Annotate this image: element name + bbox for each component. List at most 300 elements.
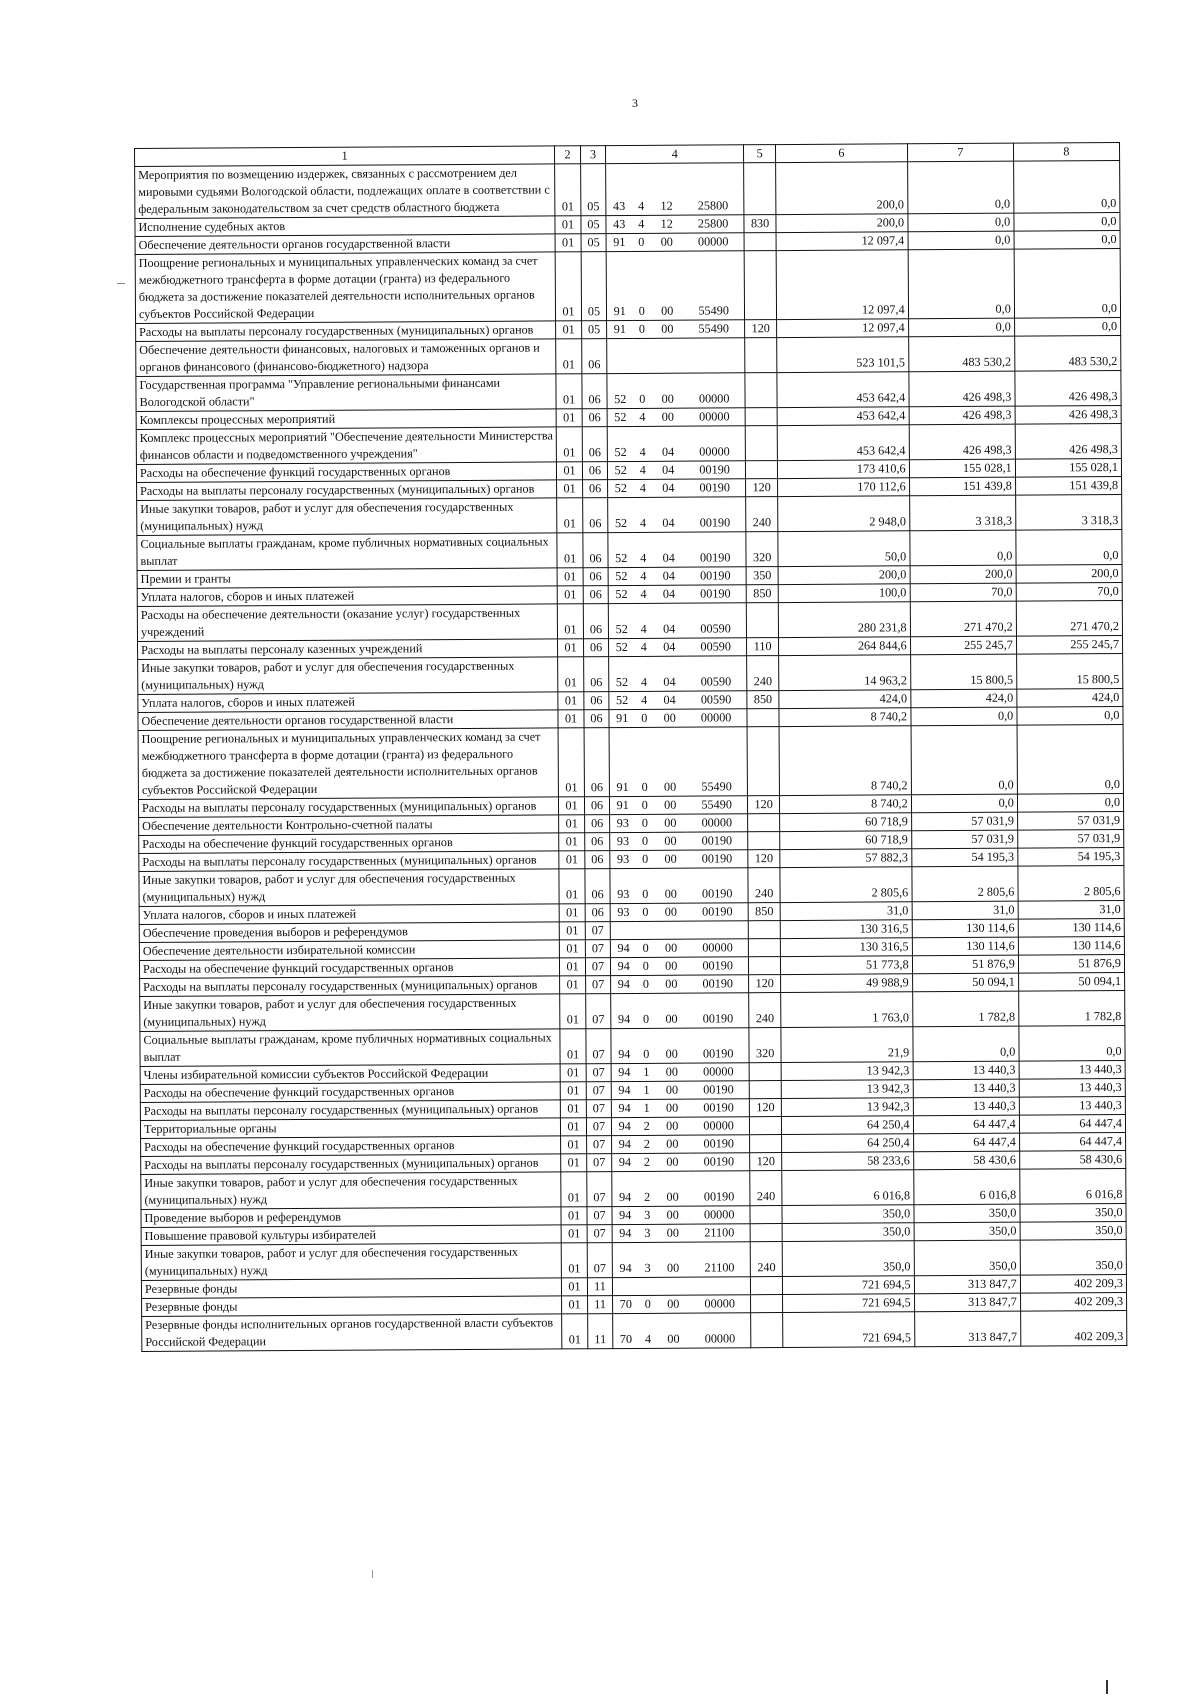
row-amount-col7: 13 440,3 <box>913 1061 1019 1080</box>
row-target-direction: 00190 <box>684 532 746 567</box>
row-section: 01 <box>558 710 584 728</box>
row-subsection: 07 <box>585 940 611 958</box>
row-expense-type <box>749 1063 781 1081</box>
row-section: 01 <box>558 604 584 639</box>
row-amount-col7: 13 440,3 <box>913 1097 1019 1116</box>
row-target-measure: 04 <box>653 532 685 567</box>
row-amount-col6: 14 963,2 <box>779 655 911 691</box>
row-target-direction: 00190 <box>685 567 747 585</box>
row-amount-col6: 2 805,6 <box>780 867 912 903</box>
row-target-direction: 00000 <box>687 939 749 957</box>
row-amount-col6: 453 642,4 <box>777 407 909 426</box>
row-amount-col7: 0,0 <box>911 794 1017 813</box>
row-amount-col6: 8 740,2 <box>779 726 911 796</box>
row-amount-col6: 721 694,5 <box>783 1312 915 1348</box>
row-amount-col8: 350,0 <box>1020 1221 1126 1240</box>
row-target-program: 94 <box>612 1117 638 1135</box>
row-subsection: 06 <box>582 409 608 427</box>
row-subsection: 07 <box>586 1029 612 1064</box>
row-target-direction: 55490 <box>686 796 748 814</box>
row-expense-type <box>746 603 778 638</box>
row-amount-col6: 50,0 <box>778 531 910 567</box>
row-target-subprogram: 0 <box>633 373 652 408</box>
row-subsection: 06 <box>584 815 610 833</box>
row-expense-type <box>749 1081 781 1099</box>
row-expense-type <box>745 338 777 373</box>
row-target-direction: 00000 <box>689 1206 751 1224</box>
row-target-direction: 00000 <box>689 1313 751 1348</box>
row-target-program: 52 <box>609 656 635 691</box>
row-expense-type <box>745 426 777 461</box>
row-target-subprogram: 3 <box>638 1224 657 1242</box>
row-section: 01 <box>562 1278 588 1296</box>
row-amount-col7: 426 498,3 <box>909 371 1015 407</box>
row-amount-col8: 0,0 <box>1016 529 1122 565</box>
row-section: 01 <box>561 1172 587 1207</box>
row-amount-col7: 57 031,9 <box>911 830 1017 849</box>
row-target-program: 94 <box>612 1135 638 1153</box>
row-amount-col6: 13 942,3 <box>781 1062 913 1081</box>
row-target-measure: 00 <box>657 1242 689 1277</box>
row-name: Расходы на выплаты персоналу государственных (муниципальных) органов <box>140 976 560 997</box>
row-target-direction: 00190 <box>685 585 747 603</box>
row-section: 01 <box>557 533 583 568</box>
row-target-direction: 00190 <box>688 1153 750 1171</box>
row-target-program: 94 <box>612 1099 638 1117</box>
row-name: Комплекс процессных мероприятий "Обеспечение деятельности Министерства финансов области и подведомственного учреждения" <box>136 427 557 465</box>
header-col-1: 1 <box>135 146 555 167</box>
row-expense-type <box>744 251 776 320</box>
row-target-subprogram: 0 <box>635 814 654 832</box>
row-section: 01 <box>557 462 583 480</box>
header-col-6: 6 <box>776 144 908 163</box>
header-col-3: 3 <box>580 146 606 164</box>
row-target-measure: 00 <box>656 1028 688 1063</box>
row-subsection: 06 <box>583 657 609 692</box>
row-amount-col7: 50 094,1 <box>912 973 1018 992</box>
row-target-program: 52 <box>608 585 634 603</box>
row-target-subprogram: 4 <box>635 691 654 709</box>
row-amount-col6: 424,0 <box>779 690 911 709</box>
row-amount-col7: 130 114,6 <box>912 937 1018 956</box>
row-target-program: 94 <box>612 1224 638 1242</box>
table-row <box>138 653 1123 694</box>
row-subsection: 07 <box>586 1136 612 1154</box>
row-amount-col8: 200,0 <box>1016 564 1122 583</box>
row-amount-col6: 200,0 <box>776 214 908 233</box>
row-expense-type <box>744 233 776 251</box>
row-target-subprogram: 4 <box>633 408 652 426</box>
row-name: Расходы на обеспечение функций государственных органов <box>136 462 556 483</box>
row-section: 01 <box>562 1296 588 1314</box>
row-expense-type <box>750 1224 782 1242</box>
row-amount-col7: 1 782,8 <box>912 991 1018 1027</box>
row-target-subprogram: 0 <box>636 868 655 903</box>
row-name: Иные закупки товаров, работ и услуг для обеспечения государственных (муниципальных) нужд <box>140 994 561 1032</box>
header-col-8: 8 <box>1013 142 1119 161</box>
row-target-program: 94 <box>612 1153 638 1171</box>
row-target-measure: 00 <box>651 320 683 338</box>
row-target-subprogram: 0 <box>635 727 655 796</box>
row-expense-type: 240 <box>750 1171 782 1206</box>
row-target-measure: 00 <box>656 1153 688 1171</box>
row-target-program: 52 <box>607 373 633 408</box>
row-target-measure: 00 <box>656 1117 688 1135</box>
row-target-program: 94 <box>611 1063 637 1081</box>
row-target-program: 93 <box>610 903 636 921</box>
row-name: Расходы на обеспечение функций государственных органов <box>139 958 559 979</box>
row-target-program: 94 <box>611 1028 637 1063</box>
row-target-subprogram: 3 <box>638 1206 657 1224</box>
row-subsection: 07 <box>585 976 611 994</box>
row-target-measure: 04 <box>653 656 685 691</box>
row-amount-col8: 151 439,8 <box>1015 476 1121 495</box>
row-target-program <box>613 1277 639 1295</box>
row-amount-col7: 350,0 <box>914 1204 1020 1223</box>
row-name: Резервные фонды исполнительных органов государственной власти субъектов Российской Федерации <box>142 1314 563 1352</box>
row-amount-col8: 31,0 <box>1018 900 1124 919</box>
row-target-subprogram: 4 <box>632 215 651 233</box>
row-amount-col7: 0,0 <box>908 213 1014 232</box>
row-target-measure: 00 <box>655 868 687 903</box>
row-target-measure: 00 <box>655 903 687 921</box>
row-target-measure: 04 <box>652 461 684 479</box>
row-section: 01 <box>561 1100 587 1118</box>
row-target-direction: 00190 <box>688 1099 750 1117</box>
row-amount-col7: 2 805,6 <box>912 866 1018 902</box>
row-amount-col7: 64 447,4 <box>913 1133 1019 1152</box>
row-target-direction: 55490 <box>683 251 745 320</box>
row-target-measure: 00 <box>657 1171 689 1206</box>
row-amount-col8: 0,0 <box>1014 248 1121 318</box>
row-amount-col8: 350,0 <box>1020 1239 1126 1275</box>
row-target-program: 70 <box>613 1295 639 1313</box>
row-name: Проведение выборов и референдумов <box>141 1207 561 1228</box>
row-target-measure: 00 <box>655 975 687 993</box>
row-target-measure: 00 <box>651 233 683 251</box>
row-target-measure: 00 <box>654 832 686 850</box>
row-name: Иные закупки товаров, работ и услуг для обеспечения государственных (муниципальных) нужд <box>138 657 559 695</box>
row-target-measure: 12 <box>651 215 683 233</box>
row-target-measure: 12 <box>650 163 682 215</box>
row-target-subprogram: 4 <box>634 638 653 656</box>
row-amount-col6: 1 763,0 <box>781 992 913 1028</box>
row-amount-col6: 60 718,9 <box>780 831 912 850</box>
row-amount-col8: 2 805,6 <box>1018 865 1124 901</box>
row-amount-col7: 0,0 <box>908 249 1015 319</box>
row-amount-col6: 8 740,2 <box>779 708 911 727</box>
row-target-program: 93 <box>610 868 636 903</box>
row-subsection: 06 <box>582 480 608 498</box>
row-section: 01 <box>555 164 581 216</box>
row-amount-col6: 173 410,6 <box>777 460 909 479</box>
row-name: Расходы на выплаты персоналу государственных (муниципальных) органов <box>136 321 556 342</box>
row-target-measure: 00 <box>652 373 684 408</box>
row-amount-col8: 54 195,3 <box>1018 847 1124 866</box>
row-amount-col6: 64 250,4 <box>781 1116 913 1135</box>
row-section: 01 <box>557 498 583 533</box>
row-amount-col8: 130 114,6 <box>1018 918 1124 937</box>
row-target-direction: 00000 <box>689 1295 751 1313</box>
row-section: 01 <box>560 940 586 958</box>
row-expense-type <box>751 1313 783 1348</box>
row-target-program: 91 <box>610 796 636 814</box>
row-expense-type <box>744 163 776 215</box>
row-name: Иные закупки товаров, работ и услуг для обеспечения государственных (муниципальных) нужд <box>139 869 560 907</box>
row-target-program: 52 <box>609 691 635 709</box>
row-expense-type: 320 <box>749 1028 781 1063</box>
row-amount-col8: 50 094,1 <box>1018 972 1124 991</box>
row-target-direction: 00000 <box>684 373 746 408</box>
row-target-measure: 04 <box>653 567 685 585</box>
row-target-subprogram: 4 <box>634 567 653 585</box>
row-target-subprogram: 4 <box>638 1313 657 1348</box>
row-name: Обеспечение деятельности избирательной комиссии <box>139 940 559 961</box>
row-target-direction: 25800 <box>682 163 744 215</box>
row-target-measure: 04 <box>652 479 684 497</box>
row-amount-col7: 426 498,3 <box>909 406 1015 425</box>
table-row <box>138 724 1123 799</box>
row-amount-col7: 15 800,5 <box>910 654 1016 690</box>
row-amount-col7: 255 245,7 <box>910 636 1016 655</box>
row-amount-col6: 453 642,4 <box>777 372 909 408</box>
row-target-program: 91 <box>609 709 635 727</box>
row-section: 01 <box>560 1064 586 1082</box>
row-target-subprogram: 1 <box>637 1063 656 1081</box>
row-target-program: 52 <box>609 603 635 638</box>
row-name: Иные закупки товаров, работ и услуг для обеспечения государственных (муниципальных) нужд <box>141 1243 562 1281</box>
row-amount-col7: 58 430,6 <box>913 1151 1019 1170</box>
row-target-program: 52 <box>608 497 634 532</box>
row-target-measure: 00 <box>656 1135 688 1153</box>
row-target-measure: 04 <box>653 638 685 656</box>
row-amount-col6: 170 112,6 <box>778 478 910 497</box>
row-target-program: 94 <box>612 1206 638 1224</box>
row-section: 01 <box>559 904 585 922</box>
table-row <box>137 494 1122 535</box>
row-subsection: 06 <box>585 851 611 869</box>
row-target-program: 94 <box>611 939 637 957</box>
row-expense-type: 120 <box>750 1153 782 1171</box>
row-expense-type: 830 <box>744 215 776 233</box>
row-amount-col7: 313 847,7 <box>914 1275 1020 1294</box>
row-amount-col6: 100,0 <box>778 584 910 603</box>
row-section: 01 <box>561 1154 587 1172</box>
row-target-direction: 55490 <box>686 727 748 796</box>
header-col-5: 5 <box>744 145 776 163</box>
row-target-direction: 00190 <box>688 1081 750 1099</box>
row-amount-col7: 313 847,7 <box>914 1293 1020 1312</box>
row-section: 01 <box>562 1314 588 1349</box>
row-section: 01 <box>561 1243 587 1278</box>
row-name: Расходы на выплаты персоналу государственных (муниципальных) органов <box>141 1154 561 1175</box>
row-section: 01 <box>560 994 586 1029</box>
row-section: 01 <box>558 639 584 657</box>
row-amount-col6: 200,0 <box>776 162 908 215</box>
row-name: Социальные выплаты гражданам, кроме публичных нормативных социальных выплат <box>140 1029 561 1067</box>
row-expense-type <box>745 373 777 408</box>
row-amount-col7: 151 439,8 <box>909 477 1015 496</box>
row-target-program: 94 <box>611 975 637 993</box>
row-expense-type: 350 <box>746 567 778 585</box>
row-amount-col6: 130 316,5 <box>780 938 912 957</box>
row-amount-col6: 200,0 <box>778 566 910 585</box>
row-amount-col7: 57 031,9 <box>911 812 1017 831</box>
row-amount-col7: 64 447,4 <box>913 1115 1019 1134</box>
row-expense-type <box>746 461 778 479</box>
row-name: Обеспечение деятельности органов государственной власти <box>135 234 555 255</box>
row-amount-col6: 12 097,4 <box>776 250 908 320</box>
row-target-direction: 00000 <box>683 233 745 251</box>
row-target-subprogram: 0 <box>635 832 654 850</box>
row-target-direction: 00000 <box>688 1117 750 1135</box>
row-subsection: 05 <box>580 164 606 216</box>
row-expense-type: 120 <box>750 1099 782 1117</box>
row-target-measure: 00 <box>655 939 687 957</box>
row-target-measure: 00 <box>657 1206 689 1224</box>
row-target-program: 93 <box>610 832 636 850</box>
row-expense-type <box>748 832 780 850</box>
row-amount-col8: 271 470,2 <box>1016 600 1122 636</box>
row-expense-type: 110 <box>747 638 779 656</box>
table-row <box>139 865 1124 906</box>
row-expense-type: 120 <box>746 479 778 497</box>
row-name: Социальные выплаты гражданам, кроме публичных нормативных социальных выплат <box>137 533 558 571</box>
row-subsection: 11 <box>587 1296 613 1314</box>
row-amount-col8: 424,0 <box>1017 688 1123 707</box>
row-target-direction: 00190 <box>687 993 749 1028</box>
row-target-direction: 00190 <box>687 975 749 993</box>
row-target-subprogram: 4 <box>633 497 652 532</box>
row-name: Повышение правовой культуры избирателей <box>141 1225 561 1246</box>
row-section: 01 <box>555 216 581 234</box>
table-row <box>136 335 1121 376</box>
row-amount-col8: 402 209,3 <box>1020 1292 1126 1311</box>
row-amount-col8: 255 245,7 <box>1016 635 1122 654</box>
row-amount-col8: 426 498,3 <box>1015 405 1121 424</box>
row-name: Расходы на выплаты персоналу государственных (муниципальных) органов <box>138 797 558 818</box>
row-expense-type <box>748 814 780 832</box>
row-target-direction: 00190 <box>687 903 749 921</box>
row-name: Поощрение региональных и муниципальных управленческих команд за счет межбюджетного трансферта в форме дотации (гранта) из федерального бюджета за достижение показателей деятельности исполнительных органов субъектов Российской Федерации <box>135 252 556 324</box>
row-subsection: 07 <box>586 1118 612 1136</box>
row-target-program: 52 <box>607 408 633 426</box>
row-target-subprogram <box>636 921 655 939</box>
row-amount-col7: 426 498,3 <box>909 424 1015 460</box>
row-subsection: 07 <box>586 1082 612 1100</box>
row-name: Обеспечение проведения выборов и референдумов <box>139 922 559 943</box>
row-subsection: 07 <box>587 1243 613 1278</box>
row-amount-col7: 13 440,3 <box>913 1079 1019 1098</box>
row-amount-col8: 64 447,4 <box>1019 1132 1125 1151</box>
row-section: 01 <box>557 480 583 498</box>
row-amount-col7: 0,0 <box>907 161 1013 214</box>
row-section: 01 <box>557 586 583 604</box>
row-name: Иные закупки товаров, работ и услуг для обеспечения государственных (муниципальных) нужд <box>141 1172 562 1210</box>
row-name: Резервные фонды <box>142 1296 562 1317</box>
row-subsection: 06 <box>584 728 610 797</box>
row-expense-type <box>751 1277 783 1295</box>
row-target-program: 94 <box>612 1171 638 1206</box>
row-target-subprogram: 1 <box>637 1099 656 1117</box>
row-amount-col8: 0,0 <box>1014 317 1120 336</box>
row-target-subprogram: 0 <box>637 1028 656 1063</box>
table-row <box>135 248 1120 323</box>
header-col-2: 2 <box>555 146 581 164</box>
row-amount-col8: 155 028,1 <box>1015 458 1121 477</box>
row-name: Резервные фонды <box>141 1278 561 1299</box>
row-target-subprogram: 2 <box>637 1153 656 1171</box>
row-section: 01 <box>559 869 585 904</box>
row-section: 01 <box>558 692 584 710</box>
row-target-direction: 00190 <box>684 479 746 497</box>
row-target-measure: 00 <box>657 1313 689 1348</box>
row-expense-type <box>749 957 781 975</box>
row-target-program: 43 <box>606 163 632 215</box>
row-target-direction: 00190 <box>686 832 748 850</box>
row-expense-type: 240 <box>746 497 778 532</box>
row-amount-col6: 350,0 <box>782 1223 914 1242</box>
row-amount-col8: 0,0 <box>1017 724 1124 794</box>
row-amount-col8: 57 031,9 <box>1017 811 1123 830</box>
row-target-measure: 00 <box>654 796 686 814</box>
row-section: 01 <box>557 427 583 462</box>
row-section: 01 <box>556 321 582 339</box>
row-target-subprogram: 4 <box>634 585 653 603</box>
row-amount-col6: 12 097,4 <box>776 232 908 251</box>
row-target-subprogram: 4 <box>633 479 652 497</box>
table-row <box>141 1168 1126 1209</box>
row-amount-col6: 130 316,5 <box>780 920 912 939</box>
row-name: Уплата налогов, сборов и иных платежей <box>138 692 558 713</box>
row-section: 01 <box>561 1118 587 1136</box>
row-target-program: 52 <box>609 638 635 656</box>
row-target-subprogram: 4 <box>633 426 652 461</box>
row-name: Члены избирательной комиссии субъектов Российской Федерации <box>140 1064 560 1085</box>
row-subsection: 11 <box>587 1314 613 1349</box>
row-expense-type: 850 <box>746 585 778 603</box>
row-amount-col8: 51 876,9 <box>1018 954 1124 973</box>
row-amount-col7: 350,0 <box>914 1240 1020 1276</box>
row-target-program <box>607 338 633 373</box>
row-target-direction: 00590 <box>685 691 747 709</box>
row-section: 01 <box>561 1207 587 1225</box>
row-name: Расходы на выплаты персоналу государственных (муниципальных) органов <box>137 480 557 501</box>
row-target-direction: 21100 <box>689 1242 751 1277</box>
row-section: 01 <box>557 568 583 586</box>
row-subsection: 06 <box>583 586 609 604</box>
row-amount-col8: 1 782,8 <box>1018 990 1124 1026</box>
row-amount-col7: 51 876,9 <box>912 955 1018 974</box>
row-target-measure: 04 <box>653 585 685 603</box>
row-section: 01 <box>560 976 586 994</box>
table-row <box>140 990 1125 1031</box>
row-name: Территориальные органы <box>140 1118 560 1139</box>
row-target-program <box>610 921 636 939</box>
row-expense-type <box>745 408 777 426</box>
row-target-direction: 55490 <box>683 320 745 338</box>
row-target-measure: 00 <box>656 1063 688 1081</box>
row-expense-type: 240 <box>750 1242 782 1277</box>
row-amount-col8: 13 440,3 <box>1019 1078 1125 1097</box>
row-subsection: 06 <box>583 604 609 639</box>
row-target-direction: 00000 <box>686 709 748 727</box>
table-row <box>136 370 1121 411</box>
row-target-direction: 00000 <box>686 814 748 832</box>
row-amount-col7: 313 847,7 <box>914 1311 1020 1347</box>
scan-mark <box>117 283 125 284</box>
row-target-subprogram: 0 <box>632 251 652 320</box>
